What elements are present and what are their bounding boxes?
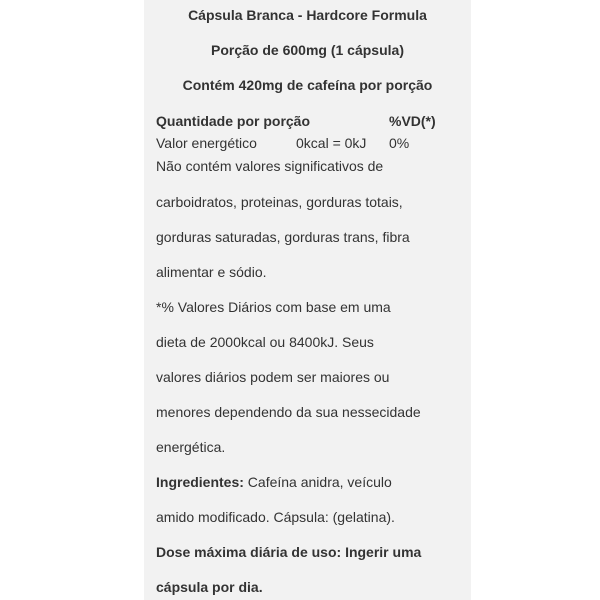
energy-label: Valor energético [156,135,257,151]
ingredients-line [156,473,392,491]
ingredients-label: Ingredientes: [156,474,244,490]
serving-size: Porção de 600mg (1 cápsula) [211,42,404,58]
max-dose-line: Dose máxima diária de uso: Ingerir uma [156,544,422,560]
energy-vd: 0% [389,135,410,151]
caffeine-content: Contém 420mg de cafeína por porção [182,77,433,93]
body-line: valores diários podem ser maiores ou [156,369,390,385]
ingredients-text: Cafeína anidra, veículo [243,474,392,490]
body-line: energética. [156,439,226,455]
quantity-header: Quantidade por porção [156,113,311,129]
body-line: gorduras saturadas, gorduras trans, fibra [156,229,410,245]
body-line: carboidratos, proteinas, gorduras totais, [156,194,403,210]
energy-value: 0kcal = 0kJ [296,135,367,151]
body-line: menores dependendo da sua nessecidade [156,404,421,420]
body-line: *% Valores Diários com base em uma [156,299,391,315]
ingredients-line-2: amido modificado. Cápsula: (gelatina). [156,509,395,525]
vd-header: %VD(*) [389,113,436,129]
body-line: dieta de 2000kcal ou 8400kJ. Seus [156,334,374,350]
product-title: Cápsula Branca - Hardcore Formula [188,7,427,23]
max-dose-line-2: cápsula por dia. [156,579,263,595]
body-line: Não contém valores significativos de [156,158,384,174]
body-line: alimentar e sódio. [156,264,267,280]
